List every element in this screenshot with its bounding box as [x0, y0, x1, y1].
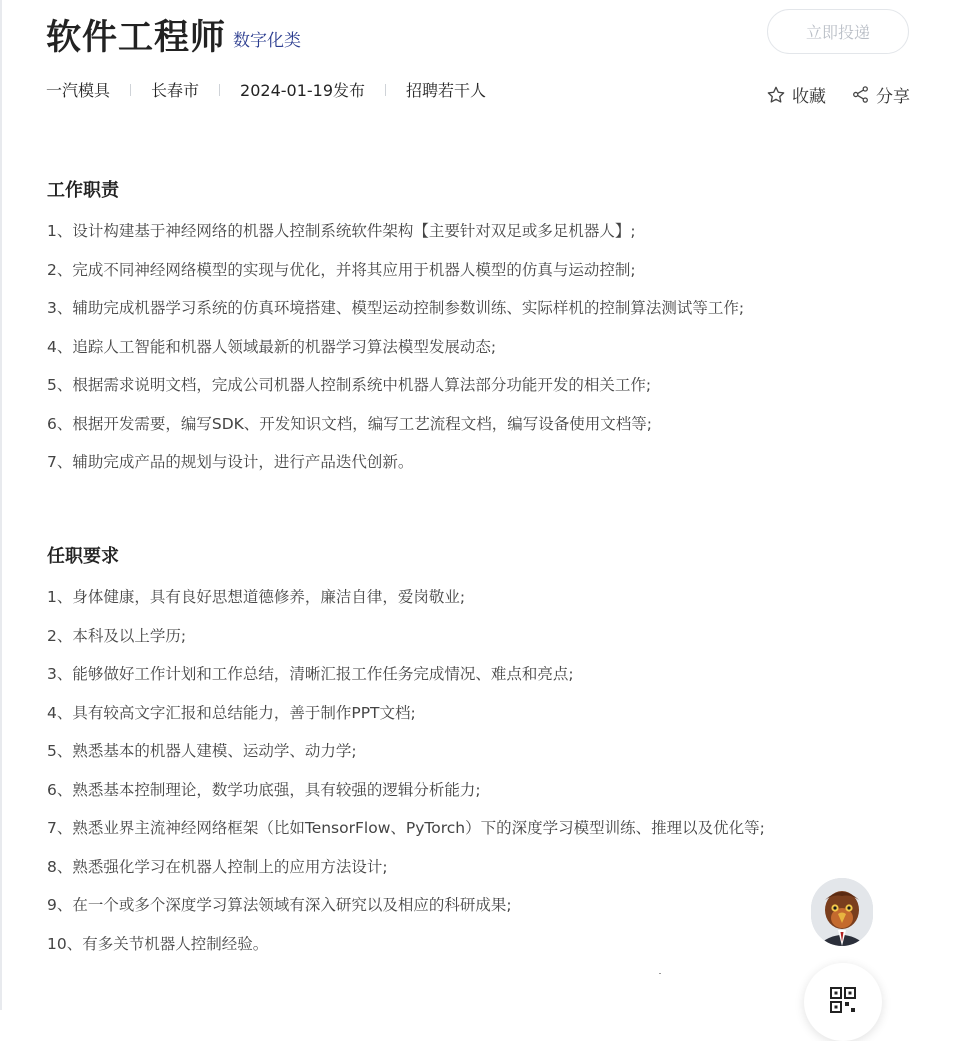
share-label: 分享 [876, 87, 910, 107]
requirement-item: 2、本科及以上学历; [47, 626, 187, 645]
favorite-button[interactable] [766, 82, 826, 107]
qr-code-icon [830, 987, 856, 1013]
requirements-section-title: 任职要求 [47, 546, 119, 567]
meta-divider [130, 84, 131, 96]
headcount: 招聘若干人 [406, 81, 487, 100]
duty-item: 7、辅助完成产品的规划与设计，进行产品迭代创新。 [47, 453, 414, 471]
company-name[interactable]: 一汽模具 [46, 81, 111, 100]
requirement-item: 3、能够做好工作计划和工作总结，清晰汇报工作任务完成情况、难点和亮点; [47, 665, 574, 683]
requirement-item: 1、身体健康，具有良好思想道德修养，廉洁自律，爱岗敬业; [47, 588, 466, 606]
favorite-label: 收藏 [792, 87, 826, 107]
decorative-dot [659, 973, 661, 974]
share-icon [851, 85, 870, 104]
duty-item: 4、追踪人工智能和机器人领域最新的机器学习算法模型发展动态; [47, 337, 497, 356]
duty-item: 5、根据需求说明文档，完成公司机器人控制系统中机器人算法部分功能开发的相关工作; [47, 376, 652, 394]
share-button[interactable] [851, 82, 910, 107]
requirement-item: 6、熟悉基本控制理论，数学功底强，具有较强的逻辑分析能力; [47, 780, 481, 799]
meta-divider [385, 84, 386, 96]
duties-list [47, 212, 744, 482]
job-category-tag[interactable]: 数字化类 [233, 31, 301, 51]
requirement-item: 7、熟悉业界主流神经网络框架（比如TensorFlow、PyTorch）下的深度学习模型训练、推理以及优化等; [47, 819, 765, 837]
requirement-item: 5、熟悉基本的机器人建模、运动学、动力学; [47, 742, 357, 760]
meta-divider [219, 84, 220, 96]
star-icon [766, 85, 786, 105]
duty-item: 6、根据开发需要，编写SDK、开发知识文档，编写工艺流程文档，编写设备使用文档等; [47, 414, 653, 433]
requirement-item: 10、有多关节机器人控制经验。 [47, 934, 269, 953]
requirements-list [47, 578, 765, 963]
page-left-border [0, 0, 2, 1010]
requirement-item: 8、熟悉强化学习在机器人控制上的应用方法设计; [47, 857, 388, 876]
job-location: 长春市 [151, 81, 200, 100]
requirement-item: 4、具有较高文字汇报和总结能力，善于制作PPT文档; [47, 703, 416, 722]
publish-date: 2024-01-19发布 [240, 81, 366, 100]
apply-button[interactable]: 立即投递 [767, 9, 909, 54]
duty-item: 3、辅助完成机器学习系统的仿真环境搭建、模型运动控制参数训练、实际样机的控制算法测试等工作; [47, 299, 745, 317]
assistant-avatar[interactable] [811, 878, 873, 946]
job-meta-row [46, 78, 486, 101]
duty-item: 2、完成不同神经网络模型的实现与优化，并将其应用于机器人模型的仿真与运动控制; [47, 260, 636, 279]
duty-item: 1、设计构建基于神经网络的机器人控制系统软件架构【主要针对双足或多足机器人】; [47, 222, 636, 240]
duties-section-title: 工作职责 [47, 180, 119, 201]
requirement-item: 9、在一个或多个深度学习算法领域有深入研究以及相应的科研成果; [47, 896, 512, 914]
qr-code-button[interactable] [804, 963, 882, 1041]
job-title: 软件工程师 [46, 18, 227, 58]
